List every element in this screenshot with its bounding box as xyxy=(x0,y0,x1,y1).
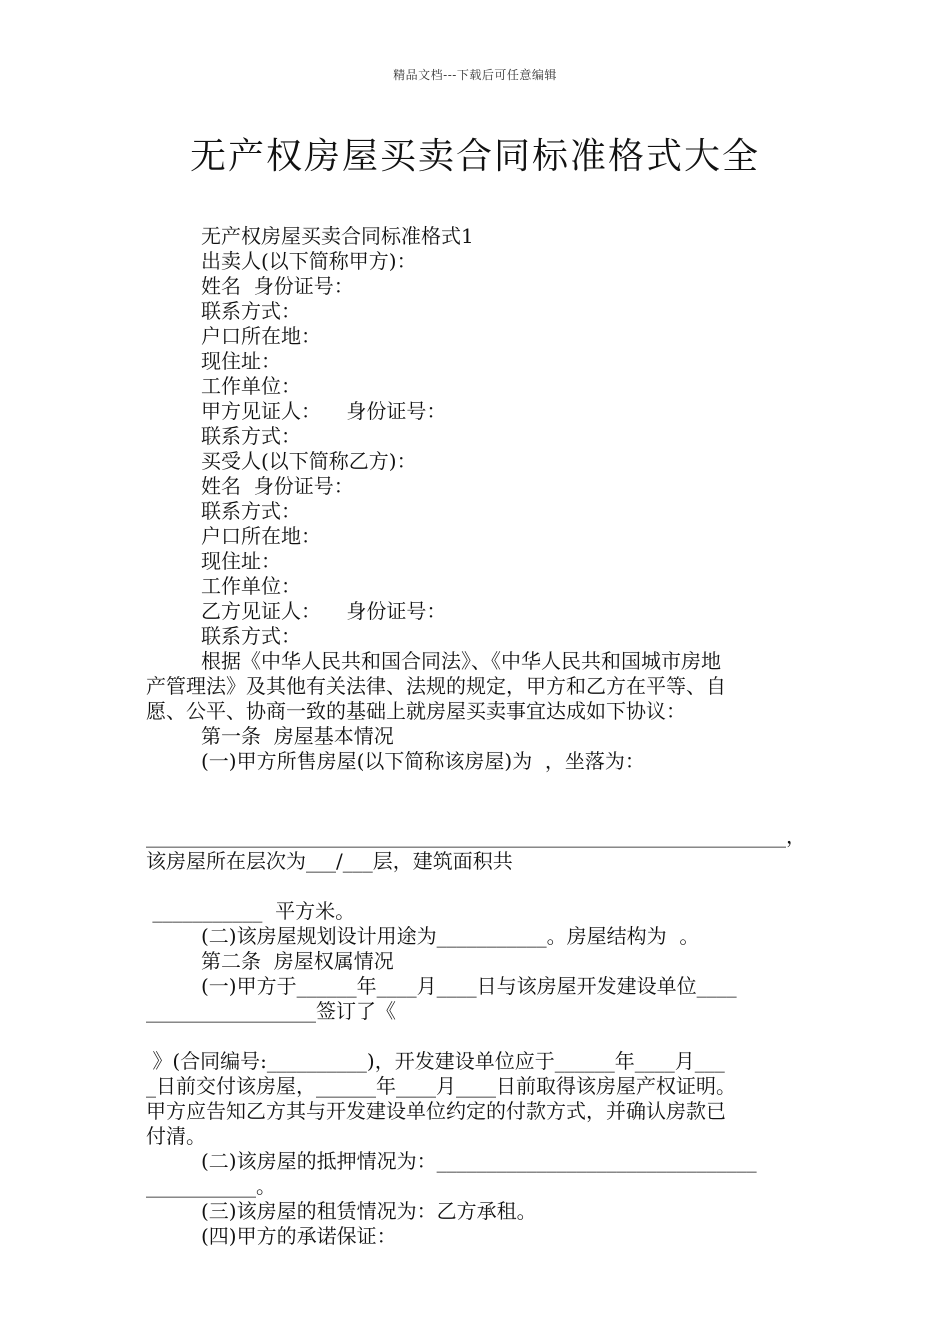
text-line: 户口所在地： xyxy=(201,324,321,348)
clause-line: (四)甲方的承诺保证： xyxy=(201,1224,397,1248)
text-line: 出卖人(以下简称甲方)： xyxy=(201,249,417,273)
clause-line: _________________签订了《 xyxy=(146,999,396,1023)
contract-body xyxy=(146,224,811,1249)
text-line: 联系方式： xyxy=(201,624,301,648)
clause-line: (二)该房屋规划设计用途为___________。房屋结构为 。 xyxy=(201,924,700,948)
text-line: 工作单位： xyxy=(201,374,301,398)
paragraph-line: 愿、公平、协商一致的基础上就房屋买卖事宜达成如下协议： xyxy=(146,699,686,723)
clause-line: (一)甲方于______年____月____日与该房屋开发建设单位____ xyxy=(201,974,737,998)
blank-line: ________________________________________________________________， xyxy=(146,824,806,848)
article-heading: 第二条 房屋权属情况 xyxy=(201,949,394,973)
text-line: 现住址： xyxy=(201,349,281,373)
clause-line: 甲方应告知乙方其与开发建设单位约定的付款方式，并确认房款已 xyxy=(146,1099,726,1123)
document-title: 无产权房屋买卖合同标准格式大全 xyxy=(189,136,760,177)
text-line: 乙方见证人： 身份证号： xyxy=(201,599,447,623)
text-line: 甲方见证人： 身份证号： xyxy=(201,399,447,423)
text-line: 工作单位： xyxy=(201,574,301,598)
text-line: 联系方式： xyxy=(201,299,301,323)
text-line: 现住址： xyxy=(201,549,281,573)
clause-line: (一)甲方所售房屋(以下简称该房屋)为 ，坐落为： xyxy=(201,749,645,773)
text-line: 买受人(以下简称乙方)： xyxy=(201,449,417,473)
clause-line: (二)该房屋的抵押情况为：________________________________ xyxy=(201,1149,757,1173)
paragraph-line: 根据《中华人民共和国合同法》、《中华人民共和国城市房地 xyxy=(201,649,721,673)
clause-line: _日前交付该房屋，______年____月____日前取得该房屋产权证明。 xyxy=(146,1074,736,1098)
paragraph-line: 产管理法》及其他有关法律、法规的规定，甲方和乙方在平等、自 xyxy=(146,674,726,698)
text-line: 联系方式： xyxy=(201,424,301,448)
clause-line: 该房屋所在层次为___/___层，建筑面积共 xyxy=(146,849,513,873)
text-line: 联系方式： xyxy=(201,499,301,523)
text-line: 户口所在地： xyxy=(201,524,321,548)
clause-line: ___________。 xyxy=(146,1174,276,1198)
article-heading: 第一条 房屋基本情况 xyxy=(201,724,394,748)
clause-line: ___________ 平方米。 xyxy=(146,899,356,923)
text-line: 姓名 身份证号： xyxy=(201,474,354,498)
clause-line: (三)该房屋的租赁情况为：乙方承租。 xyxy=(201,1199,537,1223)
clause-line: 付清。 xyxy=(146,1124,206,1148)
text-line: 姓名 身份证号： xyxy=(201,274,354,298)
section-heading: 无产权房屋买卖合同标准格式1 xyxy=(201,224,474,248)
page-header: 精品文档---下载后可任意编辑 xyxy=(393,68,557,82)
clause-line: 》(合同编号:__________)，开发建设单位应于______年____月___ xyxy=(146,1049,725,1073)
